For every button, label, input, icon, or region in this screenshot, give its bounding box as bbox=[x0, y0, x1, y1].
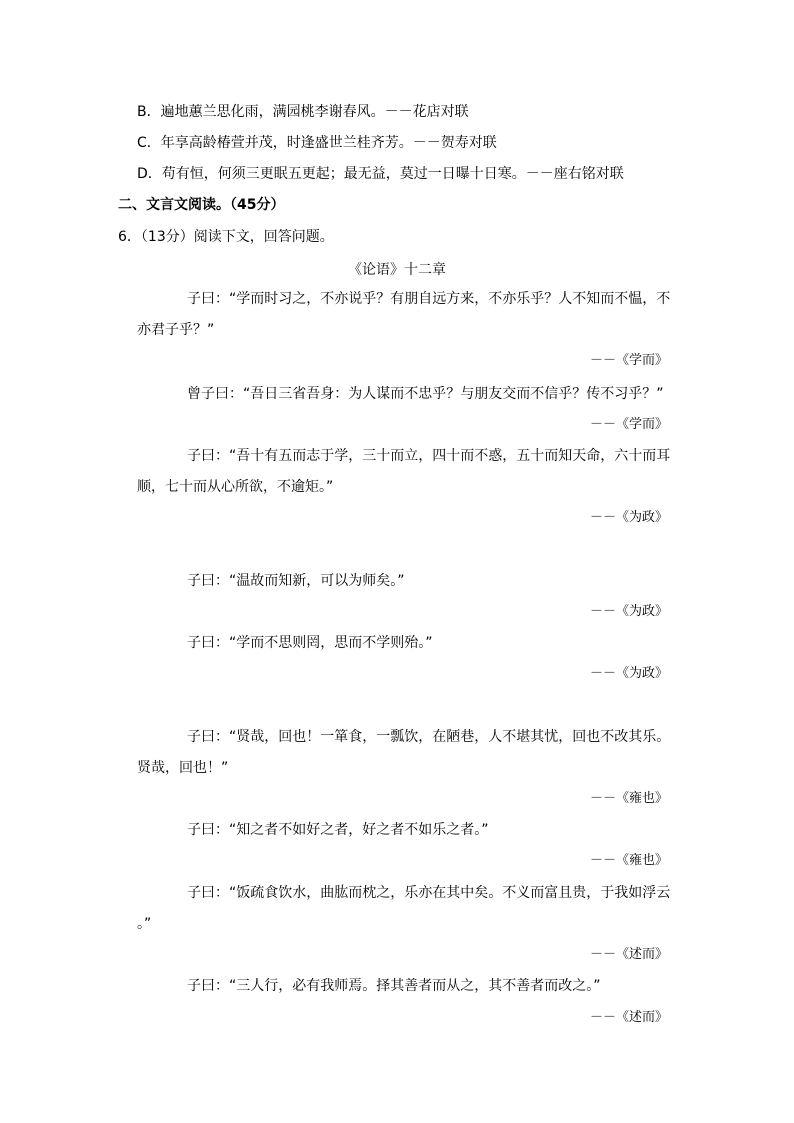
passage-8-line-2: 。” bbox=[137, 916, 152, 932]
option-c: C．年享高龄椿萱并茂，时逢盛世兰桂齐芳。－－贺寿对联 bbox=[137, 135, 497, 151]
option-d: D．苟有恒，何须三更眠五更起；最无益，莫过一日曝十日寒。－－座右铭对联 bbox=[137, 166, 624, 182]
passage-4-line-1: 子曰：“温故而知新，可以为师矣。” bbox=[187, 573, 405, 589]
passage-3-line-2: 顺，七十而从心所欲，不逾矩。” bbox=[137, 479, 334, 495]
question-prompt: 6．（13分）阅读下文，回答问题。 bbox=[118, 229, 334, 245]
passage-5-source: －－《为政》 bbox=[589, 666, 668, 681]
passage-8-source: －－《述而》 bbox=[589, 947, 668, 962]
passage-1-line-1: 子曰：“学而时习之，不亦说乎？有朋自远方来，不亦乐乎？人不知而不愠，不 bbox=[187, 291, 671, 307]
option-b: B．遍地蕙兰思化雨，满园桃李谢春风。－－花店对联 bbox=[137, 104, 469, 120]
passage-2-line-1: 曾子曰：“吾日三省吾身：为人谋而不忠乎？与朋友交而不信乎？传不习乎？” bbox=[187, 386, 664, 402]
passage-8-line-1: 子曰：“饭疏食饮水，曲肱而枕之，乐亦在其中矣。不义而富且贵，于我如浮云 bbox=[187, 885, 671, 901]
passage-1-source: －－《学而》 bbox=[589, 353, 668, 368]
passage-7-line-1: 子曰：“知之者不如好之者，好之者不如乐之者。” bbox=[187, 822, 489, 838]
passage-1-line-2: 亦君子乎？” bbox=[137, 322, 215, 338]
section-heading: 二、文言文阅读。（45分） bbox=[118, 197, 285, 213]
passage-6-line-2: 贤哉，回也！” bbox=[137, 760, 229, 776]
passage-3-line-1: 子曰：“吾十有五而志于学，三十而立，四十而不惑，五十而知天命，六十而耳 bbox=[187, 448, 671, 464]
passage-9-line-1: 子曰：“三人行，必有我师焉。择其善者而从之，其不善者而改之。” bbox=[187, 978, 601, 994]
passage-6-source: －－《雍也》 bbox=[589, 791, 668, 806]
passage-2-source: －－《学而》 bbox=[589, 417, 668, 432]
passage-9-source: －－《述而》 bbox=[589, 1010, 668, 1025]
passage-5-line-1: 子曰：“学而不思则罔，思而不学则殆。” bbox=[187, 635, 433, 651]
passage-6-line-1: 子曰：“贤哉，回也！一箪食，一瓢饮，在陋巷，人不堪其忧，回也不改其乐。 bbox=[187, 729, 671, 745]
passage-title: 《论语》十二章 bbox=[348, 262, 446, 278]
passage-3-source: －－《为政》 bbox=[589, 510, 668, 525]
passage-4-source: －－《为政》 bbox=[589, 604, 668, 619]
passage-7-source: －－《雍也》 bbox=[589, 853, 668, 868]
